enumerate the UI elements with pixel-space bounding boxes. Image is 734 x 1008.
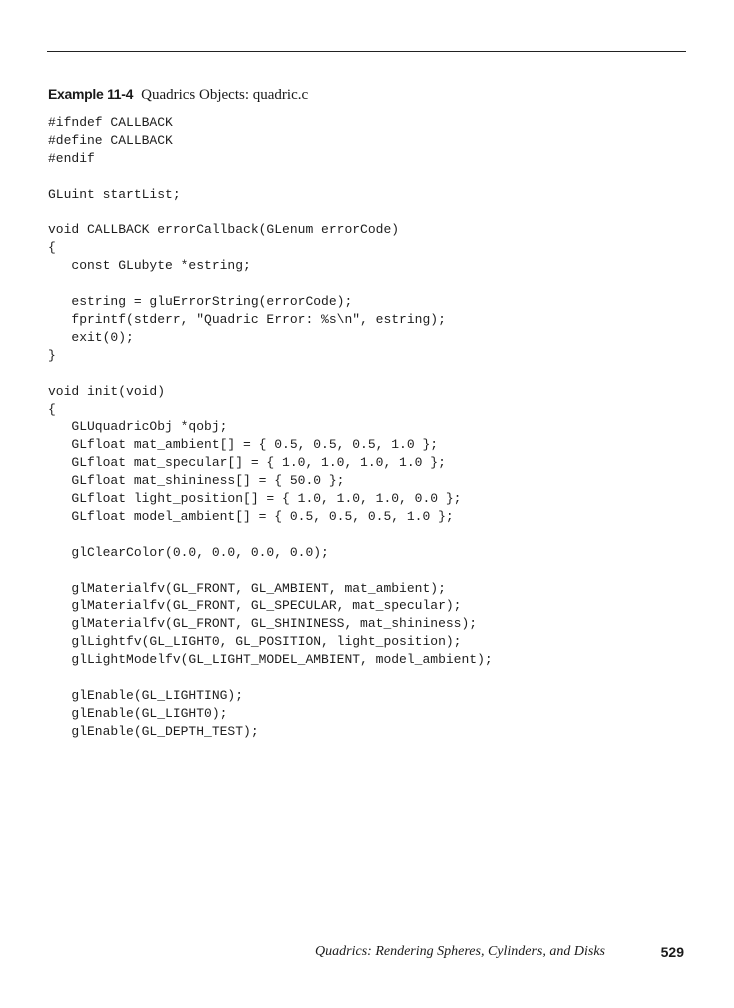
code-line: void init(void) <box>48 383 166 399</box>
code-line: GLfloat mat_ambient[] = { 0.5, 0.5, 0.5, 1.0 }; <box>48 437 439 453</box>
code-line: glMaterialfv(GL_FRONT, GL_SHININESS, mat_shininess); <box>48 616 478 632</box>
code-line: glMaterialfv(GL_FRONT, GL_AMBIENT, mat_ambient); <box>48 580 446 596</box>
example-caption <box>48 86 308 104</box>
code-line: glLightModelfv(GL_LIGHT_MODEL_AMBIENT, model_ambient); <box>48 652 493 668</box>
code-line: #endif <box>48 150 95 166</box>
code-line: GLUquadricObj *qobj; <box>48 419 228 435</box>
code-line: glClearColor(0.0, 0.0, 0.0, 0.0); <box>48 544 329 560</box>
code-line: const GLubyte *estring; <box>48 258 251 274</box>
example-label: Example 11-4 <box>48 86 134 102</box>
code-line: estring = gluErrorString(errorCode); <box>48 294 353 310</box>
code-line: GLuint startList; <box>48 186 181 202</box>
code-line: glLightfv(GL_LIGHT0, GL_POSITION, light_position); <box>48 634 462 650</box>
code-line: { <box>48 401 56 417</box>
code-line: #define CALLBACK <box>48 132 173 148</box>
running-footer-title: Quadrics: Rendering Spheres, Cylinders, and Disks <box>315 944 605 959</box>
code-line: fprintf(stderr, "Quadric Error: %s\n", estring); <box>48 311 446 327</box>
code-line: glEnable(GL_LIGHTING); <box>48 688 244 703</box>
code-line: void CALLBACK errorCallback(GLenum errorCode) <box>48 222 400 238</box>
code-line: exit(0); <box>48 329 134 345</box>
code-line: glMaterialfv(GL_FRONT, GL_SPECULAR, mat_specular); <box>48 598 462 614</box>
code-listing <box>48 114 493 741</box>
code-line: GLfloat model_ambient[] = { 0.5, 0.5, 0.5, 1.0 }; <box>48 508 454 524</box>
page-number: 529 <box>660 944 684 960</box>
code-line: GLfloat mat_specular[] = { 1.0, 1.0, 1.0, 1.0 }; <box>48 455 446 471</box>
code-line: { <box>48 240 56 256</box>
code-line: GLfloat mat_shininess[] = { 50.0 }; <box>48 473 345 489</box>
code-line: glEnable(GL_DEPTH_TEST); <box>48 723 259 739</box>
top-rule <box>47 51 686 52</box>
code-line: #ifndef CALLBACK <box>48 115 173 130</box>
code-line: } <box>48 347 56 363</box>
code-line: glEnable(GL_LIGHT0); <box>48 705 228 721</box>
example-title: Quadrics Objects: quadric.c <box>141 87 309 103</box>
code-line: GLfloat light_position[] = { 1.0, 1.0, 1.0, 0.0 }; <box>48 491 462 507</box>
